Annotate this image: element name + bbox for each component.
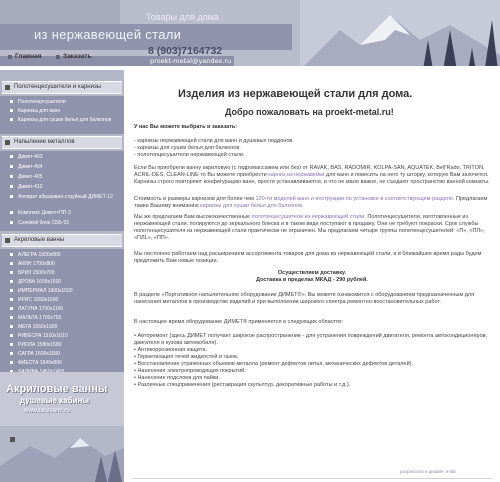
list-item: - карнизы для сушки белья для балконов. [134, 145, 241, 151]
footer-divider [132, 478, 492, 479]
top-nav [0, 50, 130, 66]
sidebar-section-baths[interactable] [2, 234, 122, 247]
site-title: из нержавеющей стали [34, 27, 182, 42]
sidebar-item[interactable]: Аппарат абразивно-струйный ДИМЕТ-12 [18, 194, 120, 200]
section-title: Напыление металлов [14, 139, 75, 145]
paragraph-text: Предлагаем также Вашему вниманию [134, 196, 488, 209]
intro-label [134, 124, 490, 131]
list-item: • Герметизация течей жидкостей и газов. [134, 354, 239, 360]
list-item: • Антикоррозионная защита. [134, 347, 207, 353]
ad-url[interactable]: www.bestvann.ru [24, 408, 70, 414]
paragraph-towel [134, 214, 490, 242]
sidebar-item[interactable]: Комплекс Димет+ПП-3 [18, 210, 120, 216]
paragraph-dimet-uses: В настоящее время оборудование ДИМЕТ® применяется в следующих областях: [134, 319, 344, 325]
welcome-heading: Добро пожаловать на proekt-metal.ru! [225, 107, 394, 117]
sidebar-item[interactable]: ЛАГУНА 1700х1100 [18, 306, 120, 312]
rail-link[interactable]: карниз из нержавейки [268, 172, 325, 178]
product-list [134, 138, 490, 159]
sidebar-item[interactable]: МЕГА 1650х1000 [18, 324, 120, 330]
sidebar-item[interactable]: АЛЕГРА 1500х800 [18, 252, 120, 258]
list-item: • Авторемонт (здесь ДИМЕТ получает широкое распространение - для устранения повреждений двигателя, ремонта автокондиционеров, двигателя и кузова автомобиля). [134, 333, 488, 346]
email-link[interactable]: proekt-metal@yandex.ru [150, 57, 232, 65]
delivery-info [134, 270, 490, 284]
site-tagline: Товары для дома [146, 12, 219, 22]
paragraph-text: Мы же предлагаем Вам высококачественные [134, 214, 251, 220]
section-bg [0, 151, 124, 231]
paragraph-text: Если Вы приобрели ванну акриловую (с гидромассажем или без) от RAVAK, BAS, RADOMIR, KOLPA-SAN, AQUATEK, Bell'Rado, TRITON, ACRIL-DES, CLEAN-LINE то Вы можете приобрести [134, 165, 485, 178]
sidebar-item[interactable]: ФИЕСТА 1640х800 [18, 360, 120, 366]
delivery-price: Доставка в пределах МКАД - 290 рублей. [256, 277, 368, 283]
sidebar-item[interactable]: ИРИС 1550х1000 [18, 297, 120, 303]
ad-title[interactable]: Акриловые ванны [6, 383, 108, 395]
paragraph-text: Стоимость и размеры карнизов для более чем [134, 196, 254, 202]
phone-number: 8 (903)7164732 [148, 45, 223, 57]
list-item: - полотенцесушители нержавеющей стали. [134, 152, 245, 158]
list-item: • Нанесение подслоев для пайки. [134, 375, 220, 381]
paragraph-text: Полотенцесушители, изготовленные из нержавеющей стали, полируются до зеркального блеска и в таком виде поступают в продажу. Они не требуют покраски. Срок службы полотенцесушителя из нержавеющей стали практически не ограничен. Мы предлагаем четыре группы полотенцесушителей: «П», «ПЛ», «ПЛL», «ПП». [134, 214, 485, 241]
towel-dryers-link[interactable]: полотенцесушители из нержавеющей стали. [251, 214, 366, 220]
list-item: • Различные спецприменения (реставрация скульптур, декоративные работы и т.д.). [134, 382, 351, 388]
sidebar-item[interactable]: Димет-403 [18, 154, 120, 160]
delivery-line: Осуществляем доставку. [277, 270, 347, 276]
sidebar-item[interactable]: РИБЕСРА 1510х1010 [18, 333, 120, 339]
arrow-icon [5, 238, 10, 243]
sidebar-item[interactable]: ДРОВА 1600х1600 [18, 279, 120, 285]
models-link[interactable]: 120-ти моделей ванн и инструкции по установке в соответствующем разделе. [255, 196, 455, 202]
sidebar-mountain-image [0, 426, 124, 482]
sidebar-item[interactable]: БРИЗ 1500х700 [18, 270, 120, 276]
section-title: Полотенцесушители и карнизы [14, 84, 102, 90]
home-bullet-icon [8, 55, 12, 59]
section-title: Акриловые ванны [14, 237, 65, 243]
sidebar-item[interactable]: Димет-412 [18, 184, 120, 190]
list-item: - карнизы нержавеющей стали для ванн и душевых поддонов. [134, 138, 294, 144]
paragraph-models [134, 196, 490, 210]
balcony-rails-link[interactable]: карнизы для сушки белья для балконов. [200, 203, 304, 209]
nav-order-link[interactable]: Заказать [63, 53, 92, 60]
page-title: Изделия из нержавеющей стали для дома. [178, 88, 413, 100]
sidebar-item[interactable]: Солевой блок СББ-93 [18, 220, 120, 226]
paragraph-acrylic [134, 165, 490, 186]
sidebar-item[interactable]: Димет-405 [18, 174, 120, 180]
sidebar-item[interactable]: Карнизы для сушки белья для балконов [18, 117, 120, 123]
sidebar-item[interactable]: ИМПЕРИАЛ 1900х1500 [18, 288, 120, 294]
paragraph-assortment: Мы постоянно работаем над расширением ассортимента товаров для дома из нержавеющей стали, и в ближайшее время рады будем предложить Вам новые позиции. [134, 251, 482, 264]
sidebar-section-towel[interactable] [2, 81, 122, 94]
footer-credits[interactable]: разработка и дизайн: e-lab [400, 469, 456, 474]
sidebar-section-coating[interactable] [2, 136, 122, 149]
order-bullet-icon [56, 55, 60, 59]
sidebar-item[interactable]: АКИН 1700х800 [18, 261, 120, 267]
nav-home-link[interactable]: Главная [15, 53, 42, 60]
sidebar-item[interactable]: Полотенцесушители [18, 99, 120, 105]
sidebar-item[interactable]: МАЛЬТА 1700х750 [18, 315, 120, 321]
list-item: • Восстановление утраченных объемов металла (ремонт дефектов литья, механических дефектов деталей). [134, 361, 413, 367]
paragraph-text: для ванн и повесить на него ту шторку, которую Вам захочется. Карнизы строго повторяют конфигурацию ванн, просто устанавливаются, и что не мало важно, не съедают пространство ванной комнаты. [134, 172, 490, 185]
arrow-icon [5, 85, 10, 90]
arrow-icon [5, 140, 10, 145]
ad-subtitle[interactable]: душевые кабины [20, 396, 90, 405]
sidebar-item[interactable]: РИОЛА 1580х1580 [18, 342, 120, 348]
mountain-photo [300, 0, 500, 66]
paragraph-dimet: В разделе «Портативное напылительное оборудование ДИМЕТ®», Вы можете ознакомится с оборудованием предназначенным для нанесения металлов в производстве изделий и при выполнении широкого спектра ремонтно-восстановительных работ. [134, 292, 475, 305]
list-item: • Нанесение электропроводящих покрытий. [134, 368, 246, 374]
sidebar-item[interactable]: Карнизы для ванн [18, 108, 120, 114]
sidebar-item[interactable]: Димет-404 [18, 164, 120, 170]
intro-label-text: У нас Вы можете выбрать и заказать: [134, 124, 238, 130]
bullet-icon [10, 437, 15, 442]
applications-list [134, 333, 490, 389]
sidebar-item[interactable]: САГРА 1600х1000 [18, 351, 120, 357]
